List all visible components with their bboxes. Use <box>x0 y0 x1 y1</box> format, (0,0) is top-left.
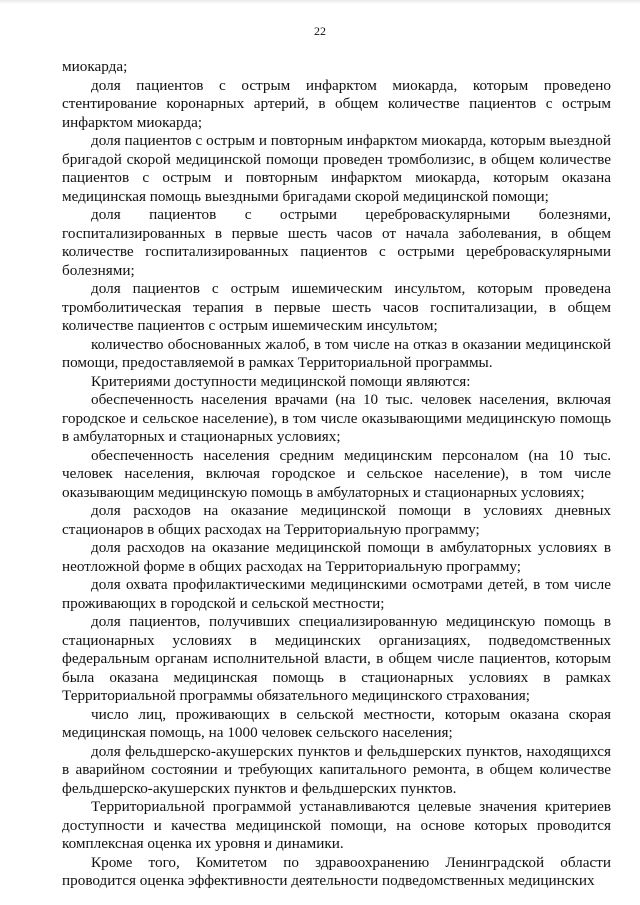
paragraph: количество обоснованных жалоб, в том числе на отказ в оказании медицинской помощи, предоставляемой в рамках Территориальной программы. <box>62 335 611 371</box>
paragraph: обеспеченность населения средним медицинским персоналом (на 10 тыс. человек населения, включая городское и сельское население), в том числе оказывающим медицинскую помощь в амбулаторных и стационарных условиях; <box>62 446 611 501</box>
paragraph: доля расходов на оказание медицинской помощи в амбулаторных условиях в неотложной форме в общих расходах на Территориальную программу; <box>62 539 611 575</box>
paragraph: Кроме того, Комитетом по здравоохранению Ленинградской области проводится оценка эффективности деятельности подведомственных медицинских <box>62 853 611 889</box>
paragraph: доля расходов на оказание медицинской помощи в условиях дневных стационаров в общих расходах на Территориальную программу; <box>62 502 611 538</box>
paragraph: обеспеченность населения врачами (на 10 тыс. человек населения, включая городское и сельское население), в том числе оказывающими медицинскую помощь в амбулаторных и стационарных условиях; <box>62 391 611 445</box>
paragraph: доля фельдшерско-акушерских пунктов и фельдшерских пунктов, находящихся в аварийном состоянии и требующих капитального ремонта, в общем количестве фельдшерско-акушерских пунктов и фельдшерских пунктов. <box>62 742 611 797</box>
paragraph: доля охвата профилактическими медицинскими осмотрами детей, в том числе проживающих в городской и сельской местности; <box>62 576 611 612</box>
paragraph: доля пациентов, получивших специализированную медицинскую помощь в стационарных условиях в медицинских организациях, подведомственных федеральным органам исполнительной власти, в общем числе пациентов, которым была оказана медицинская помощь в стационарных условиях в рамках Территориальной программы обязательного медицинского страхования; <box>62 613 611 704</box>
body-text <box>62 58 611 891</box>
paragraph: Критериями доступности медицинской помощи являются: <box>91 372 471 390</box>
paragraph: доля пациентов с острым инфарктом миокарда, которым проведено стентирование коронарных артерий, в общем количестве пациентов с острым инфарктом миокарда; <box>62 76 611 131</box>
paragraph: доля пациентов с острым и повторным инфарктом миокарда, которым выездной бригадой скорой медицинской помощи проведен тромболизис, в общем количестве пациентов с острым и повторным инфарктом миокарда, которым оказана медицинская помощь выездными бригадами скорой медицинской помощи; <box>62 132 611 205</box>
paragraph: Территориальной программой устанавливаются целевые значения критериев доступности и качества медицинской помощи, на основе которых проводится комплексная оценка их уровня и динамики. <box>62 798 611 852</box>
page-number: 22 <box>314 24 326 38</box>
paragraph: миокарда; <box>62 58 128 75</box>
paragraph: доля пациентов с острыми цереброваскулярными болезнями, госпитализированных в первые шесть часов от начала заболевания, в общем количестве госпитализированных пациентов с острыми цереброваскулярными болезнями; <box>62 206 611 279</box>
paragraph: доля пациентов с острым ишемическим инсультом, которым проведена тромболитическая терапия в первые шесть часов госпитализации, в общем количестве пациентов с острым ишемическим инсультом; <box>62 280 611 334</box>
scan-edge <box>0 0 640 4</box>
paragraph: число лиц, проживающих в сельской местности, которым оказана скорая медицинская помощь, на 1000 человек сельского населения; <box>62 705 611 741</box>
